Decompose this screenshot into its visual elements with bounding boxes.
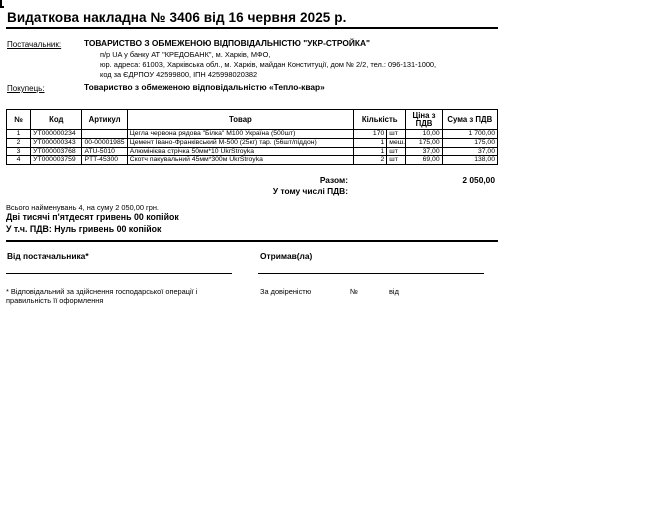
header-code: Код bbox=[31, 110, 82, 130]
cell-num: 4 bbox=[7, 156, 31, 165]
cell-unit: меш. bbox=[387, 138, 406, 147]
document-title: Видаткова накладна № 3406 від 16 червня 2025 р. bbox=[7, 10, 347, 25]
header-article: Артикул bbox=[82, 110, 127, 130]
footnote-line-1: * Відповідальний за здійснення господарської операції і bbox=[6, 287, 198, 296]
cell-article: PTT-45300 bbox=[82, 156, 127, 165]
header-product: Товар bbox=[127, 110, 353, 130]
supplier-label: Постачальник: bbox=[7, 40, 62, 49]
buyer-name: Товариство з обмеженою відповідальністю «Тепло-квар» bbox=[84, 82, 325, 92]
buyer-label: Покупець: bbox=[7, 84, 45, 93]
receiver-signature-line bbox=[258, 273, 484, 274]
cell-sum: 175,00 bbox=[442, 138, 497, 147]
corner-mark bbox=[0, 0, 4, 8]
cell-code: УТ000000343 bbox=[31, 138, 82, 147]
cell-sum: 37,00 bbox=[442, 147, 497, 156]
supplier-signature-line bbox=[6, 273, 232, 274]
cell-product: Скотч пакувальний 45мм*300м UkrStroyka bbox=[127, 156, 353, 165]
header-num: № bbox=[7, 110, 31, 130]
total-label: Разом: bbox=[319, 175, 348, 185]
supplier-bank: п/р UA у банку АТ "КРЕДОБАНК", м. Харків, МФО, bbox=[100, 50, 271, 59]
items-table bbox=[6, 109, 498, 165]
summary-vat-words: У т.ч. ПДВ: Нуль гривень 00 копійок bbox=[6, 224, 162, 234]
cell-price: 37,00 bbox=[406, 147, 442, 156]
cell-article: 00-00001985 bbox=[82, 138, 127, 147]
supplier-codes: код за ЄДРПОУ 42599800, ІПН 425998020382 bbox=[100, 70, 258, 79]
cell-code: УТ000003759 bbox=[31, 156, 82, 165]
cell-article: ATU-5010 bbox=[82, 147, 127, 156]
summary-count: Всього найменувань 4, на суму 2 050,00 грн. bbox=[6, 203, 159, 212]
supplier-name: ТОВАРИСТВО З ОБМЕЖЕНОЮ ВІДПОВІДАЛЬНІСТЮ "УКР-СТРОЙКА" bbox=[84, 38, 371, 48]
supplier-address: юр. адреса: 61003, Харківська обл., м. Харків, майдан Конституції, дом № 2/2, тел.: 096-131-1000, bbox=[100, 60, 437, 69]
from-supplier-label: Від постачальника* bbox=[7, 251, 89, 261]
cell-unit: шт bbox=[387, 147, 406, 156]
cell-unit: шт bbox=[387, 156, 406, 165]
table-row bbox=[7, 130, 498, 139]
cell-code: УТ000003768 bbox=[31, 147, 82, 156]
table-header-row bbox=[7, 110, 498, 130]
received-label: Отримав(ла) bbox=[260, 251, 313, 261]
cell-num: 3 bbox=[7, 147, 31, 156]
cell-price: 175,00 bbox=[406, 138, 442, 147]
cell-price: 69,00 bbox=[406, 156, 442, 165]
cell-price: 10,00 bbox=[406, 130, 442, 139]
cell-article bbox=[82, 130, 127, 139]
cell-product: Цегла червона рядова "Білка" М100 Україна (500шт) bbox=[127, 130, 353, 139]
cell-num: 2 bbox=[7, 138, 31, 147]
table-row bbox=[7, 147, 498, 156]
table-row bbox=[7, 138, 498, 147]
cell-qty: 170 bbox=[354, 130, 387, 139]
cell-qty: 2 bbox=[354, 156, 387, 165]
cell-qty: 1 bbox=[354, 138, 387, 147]
cell-qty: 1 bbox=[354, 147, 387, 156]
cell-num: 1 bbox=[7, 130, 31, 139]
cell-unit: шт bbox=[387, 130, 406, 139]
cell-sum: 138,00 bbox=[442, 156, 497, 165]
header-qty: Кількість bbox=[354, 110, 406, 130]
cell-code: УТ000000234 bbox=[31, 130, 82, 139]
summary-words: Дві тисячі п'ятдесят гривень 00 копійок bbox=[6, 212, 179, 222]
header-price: Ціна з ПДВ bbox=[406, 110, 442, 130]
cell-product: Алюмінієва стрічка 50мм*10 UkrStroyka bbox=[127, 147, 353, 156]
poa-date-label: від bbox=[389, 287, 399, 296]
summary-divider bbox=[6, 240, 498, 242]
header-sum: Сума з ПДВ bbox=[442, 110, 497, 130]
poa-number-label: № bbox=[350, 287, 358, 296]
cell-product: Цемент Івано-Франківський М-500 (25кг) тар. (56шт/піддон) bbox=[127, 138, 353, 147]
title-divider bbox=[6, 27, 498, 29]
power-of-attorney-label: За довіреністю bbox=[260, 287, 312, 296]
footnote-line-2: правильність її оформлення bbox=[6, 296, 104, 305]
vat-label: У тому числі ПДВ: bbox=[272, 186, 348, 196]
total-value: 2 050,00 bbox=[462, 175, 495, 185]
cell-sum: 1 700,00 bbox=[442, 130, 497, 139]
table-row bbox=[7, 156, 498, 165]
